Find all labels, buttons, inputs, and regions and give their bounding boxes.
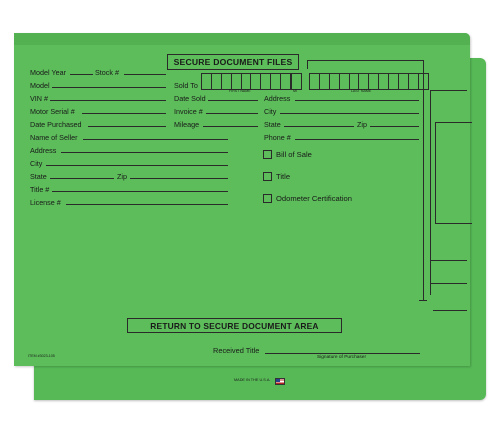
label-name-of-seller: Name of Seller — [30, 133, 78, 142]
label-seller-city: City — [30, 159, 43, 168]
label-stock: Stock # — [95, 68, 119, 77]
received-title-label: Received Title — [213, 346, 260, 355]
back-fold-bottom — [433, 310, 467, 311]
phone-line[interactable] — [295, 139, 419, 140]
label-buyer-state: State — [264, 120, 281, 129]
seller-state-line[interactable] — [50, 178, 114, 179]
odometer-certification-label: Odometer Certification — [276, 194, 352, 203]
name-of-seller-line[interactable] — [83, 139, 228, 140]
odometer-certification-checkbox[interactable] — [263, 194, 272, 203]
buyer-city-line[interactable] — [280, 113, 419, 114]
title-checkbox[interactable] — [263, 172, 272, 181]
date-sold-line[interactable] — [208, 100, 258, 101]
buyer-address-line[interactable] — [295, 100, 419, 101]
back-tab-outline — [435, 122, 472, 224]
label-phone: Phone # — [264, 133, 291, 142]
back-fold-mid — [430, 260, 467, 261]
front-fold-line — [423, 60, 424, 300]
model-line[interactable] — [52, 87, 166, 88]
vin-line[interactable] — [50, 100, 166, 101]
mileage-line[interactable] — [203, 126, 258, 127]
seller-city-line[interactable] — [46, 165, 228, 166]
name-bracket — [307, 60, 418, 69]
us-flag-icon — [275, 378, 285, 385]
label-seller-address: Address — [30, 146, 57, 155]
front-fold-bottom-tick — [419, 300, 427, 301]
form-code: ITEM #3023-105 — [28, 354, 55, 358]
label-buyer-address: Address — [264, 94, 291, 103]
form-title: SECURE DOCUMENT FILES — [167, 54, 299, 70]
label-date-sold: Date Sold — [174, 94, 206, 103]
seller-zip-line[interactable] — [130, 178, 228, 179]
label-vin: VIN # — [30, 94, 48, 103]
made-in-usa-text: MADE IN THE U.S.A. — [234, 378, 271, 382]
label-motor-serial: Motor Serial # — [30, 107, 75, 116]
label-invoice: Invoice # — [174, 107, 203, 116]
first-name-boxes[interactable] — [201, 73, 291, 90]
front-fold-top-tick — [417, 60, 423, 61]
label-license: License # — [30, 198, 61, 207]
back-fold-line — [430, 90, 431, 295]
return-banner: RETURN TO SECURE DOCUMENT AREA — [127, 318, 342, 333]
back-fold-top — [430, 90, 467, 91]
license-line[interactable] — [66, 204, 228, 205]
back-fold-lower — [430, 283, 467, 284]
seller-address-line[interactable] — [61, 152, 228, 153]
label-seller-zip: Zip — [117, 172, 127, 181]
first-name-caption: FIRST NAME — [229, 89, 251, 93]
buyer-zip-line[interactable] — [370, 126, 419, 127]
motor-serial-line[interactable] — [82, 113, 166, 114]
title-number-line[interactable] — [52, 191, 228, 192]
model-year-line[interactable] — [70, 74, 93, 75]
title-checkbox-label: Title — [276, 172, 291, 181]
middle-initial-box[interactable] — [291, 73, 302, 90]
last-name-boxes[interactable] — [309, 73, 429, 90]
label-buyer-zip: Zip — [357, 120, 367, 129]
folder-top-tab-strip — [14, 33, 470, 45]
label-mileage: Mileage — [174, 120, 200, 129]
last-name-caption: LAST NAME — [351, 89, 372, 93]
label-buyer-city: City — [264, 107, 277, 116]
label-model-year: Model Year — [30, 68, 66, 77]
buyer-state-line[interactable] — [284, 126, 354, 127]
label-date-purchased: Date Purchased — [30, 120, 82, 129]
middle-initial-caption: MI — [293, 89, 297, 93]
label-model: Model — [30, 81, 50, 90]
label-seller-state: State — [30, 172, 47, 181]
signature-line[interactable] — [265, 353, 420, 354]
bill-of-sale-checkbox[interactable] — [263, 150, 272, 159]
label-title-number: Title # — [30, 185, 50, 194]
signature-caption: Signature of Purchaser — [317, 355, 367, 360]
stock-line[interactable] — [124, 74, 166, 75]
date-purchased-line[interactable] — [88, 126, 166, 127]
bill-of-sale-label: Bill of Sale — [276, 150, 312, 159]
invoice-line[interactable] — [206, 113, 258, 114]
label-sold-to: Sold To — [174, 81, 198, 90]
